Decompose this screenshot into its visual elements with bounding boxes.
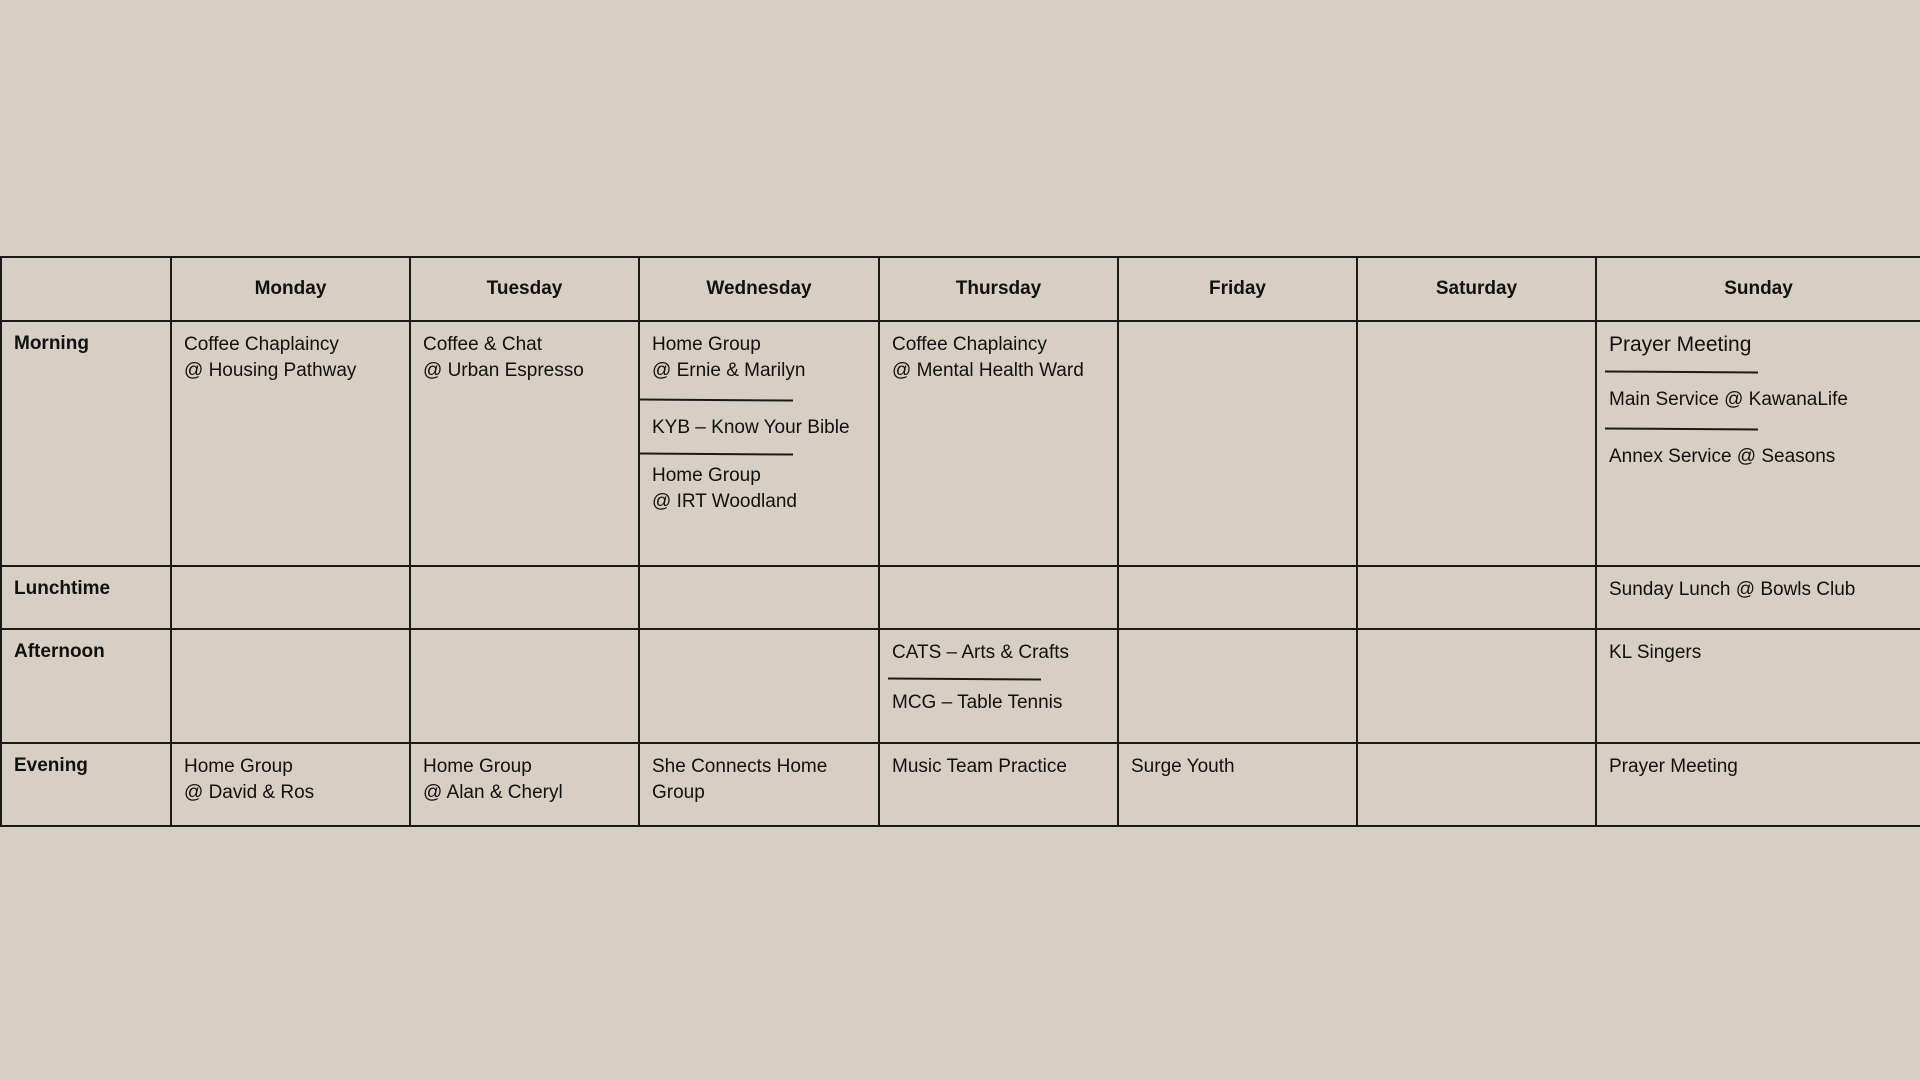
row-lunchtime xyxy=(1,566,1920,629)
event-coffee-chaplaincy-mental-health xyxy=(892,332,1105,384)
cell-morning-thursday xyxy=(879,321,1118,566)
row-afternoon xyxy=(1,629,1920,743)
cell-afternoon-monday xyxy=(171,629,410,743)
event-kyb xyxy=(652,415,866,441)
cell-lunchtime-wednesday xyxy=(639,566,879,629)
event-title: Home Group xyxy=(184,756,293,777)
cell-morning-sunday xyxy=(1596,321,1920,566)
event-divider xyxy=(1605,427,1758,430)
cell-lunchtime-friday xyxy=(1118,566,1357,629)
event-mcg-table-tennis: MCG – Table Tennis xyxy=(892,692,1063,713)
event-divider xyxy=(888,677,1041,680)
header-tuesday: Tuesday xyxy=(410,257,639,321)
event-location: @ Ernie & Marilyn xyxy=(652,360,806,381)
row-label-evening: Evening xyxy=(1,743,171,826)
cell-morning-friday xyxy=(1118,321,1357,566)
event-title: KYB – Know Your Bible xyxy=(652,417,850,438)
event-prayer-meeting-morning: Prayer Meeting xyxy=(1609,333,1752,356)
event-location: @ Mental Health Ward xyxy=(892,360,1084,381)
cell-morning-monday xyxy=(171,321,410,566)
header-saturday: Saturday xyxy=(1357,257,1596,321)
event-sunday-lunch: Sunday Lunch @ Bowls Club xyxy=(1609,579,1856,600)
cell-afternoon-wednesday xyxy=(639,629,879,743)
header-corner xyxy=(1,257,171,321)
event-divider xyxy=(640,452,793,455)
event-title: Home Group xyxy=(423,756,532,777)
event-music-team-practice: Music Team Practice xyxy=(892,756,1067,777)
header-monday: Monday xyxy=(171,257,410,321)
event-annex-service: Annex Service @ Seasons xyxy=(1609,446,1836,467)
event-home-group-alan xyxy=(423,754,626,806)
event-title: Coffee & Chat xyxy=(423,334,543,355)
row-label-morning: Morning xyxy=(1,321,171,566)
event-title: Home Group xyxy=(652,465,761,486)
event-location: @ David & Ros xyxy=(184,782,315,803)
event-cats-arts-crafts: CATS – Arts & Crafts xyxy=(892,642,1070,663)
header-wednesday: Wednesday xyxy=(639,257,879,321)
event-title: Coffee Chaplaincy xyxy=(184,334,339,355)
event-divider xyxy=(640,398,793,401)
event-home-group-irt xyxy=(652,463,866,515)
cell-evening-thursday xyxy=(879,743,1118,826)
cell-lunchtime-sunday xyxy=(1596,566,1920,629)
header-sunday: Sunday xyxy=(1596,257,1920,321)
cell-lunchtime-thursday xyxy=(879,566,1118,629)
row-morning xyxy=(1,321,1920,566)
event-coffee-and-chat xyxy=(423,332,626,384)
event-title: Home Group xyxy=(652,334,761,355)
event-title: Coffee Chaplaincy xyxy=(892,334,1047,355)
event-she-connects: She Connects Home Group xyxy=(652,756,828,803)
event-main-service: Main Service @ KawanaLife xyxy=(1609,389,1848,410)
event-location: @ Urban Espresso xyxy=(423,360,584,381)
cell-lunchtime-monday xyxy=(171,566,410,629)
cell-afternoon-saturday xyxy=(1357,629,1596,743)
cell-afternoon-sunday xyxy=(1596,629,1920,743)
event-home-group-david xyxy=(184,754,397,806)
event-location: @ IRT Woodland xyxy=(652,491,797,512)
event-divider xyxy=(1605,370,1758,373)
row-evening xyxy=(1,743,1920,826)
cell-morning-wednesday xyxy=(639,321,879,566)
event-prayer-meeting-evening: Prayer Meeting xyxy=(1609,756,1738,777)
event-surge-youth: Surge Youth xyxy=(1131,756,1235,777)
cell-afternoon-friday xyxy=(1118,629,1357,743)
cell-evening-saturday xyxy=(1357,743,1596,826)
cell-evening-monday xyxy=(171,743,410,826)
cell-evening-sunday xyxy=(1596,743,1920,826)
event-home-group-ernie xyxy=(652,332,866,384)
event-coffee-chaplaincy-housing xyxy=(184,332,397,384)
cell-afternoon-thursday xyxy=(879,629,1118,743)
header-friday: Friday xyxy=(1118,257,1357,321)
row-label-lunchtime: Lunchtime xyxy=(1,566,171,629)
cell-lunchtime-saturday xyxy=(1357,566,1596,629)
cell-evening-tuesday xyxy=(410,743,639,826)
cell-evening-friday xyxy=(1118,743,1357,826)
row-label-afternoon: Afternoon xyxy=(1,629,171,743)
header-thursday: Thursday xyxy=(879,257,1118,321)
cell-morning-saturday xyxy=(1357,321,1596,566)
header-row xyxy=(1,257,1920,321)
cell-afternoon-tuesday xyxy=(410,629,639,743)
weekly-schedule-table xyxy=(0,256,1920,827)
cell-lunchtime-tuesday xyxy=(410,566,639,629)
cell-evening-wednesday xyxy=(639,743,879,826)
event-location: @ Housing Pathway xyxy=(184,360,357,381)
event-location: @ Alan & Cheryl xyxy=(423,782,563,803)
event-kl-singers: KL Singers xyxy=(1609,642,1702,663)
cell-morning-tuesday xyxy=(410,321,639,566)
